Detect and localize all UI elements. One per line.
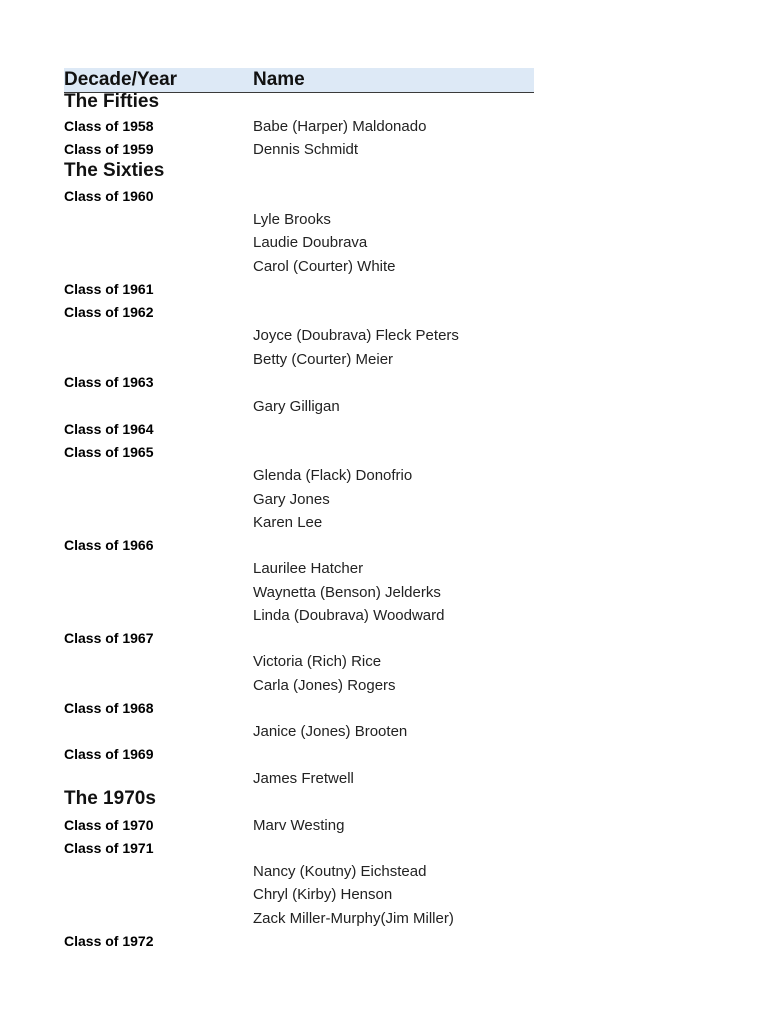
table-row [64,674,534,697]
decade-heading: The Sixties [64,160,165,181]
table-row [64,743,534,766]
class-year-cell: Class of 1972 [64,933,154,949]
class-year-cell: Class of 1971 [64,840,154,856]
table-row [64,604,534,627]
table-row [64,557,534,580]
decade-heading: The 1970s [64,788,156,809]
class-year-cell: Class of 1967 [64,630,154,646]
table-row [64,627,534,650]
alumni-name-cell: Victoria (Rich) Rice [253,653,382,670]
class-year-cell: Class of 1960 [64,188,154,204]
table-row [64,860,534,883]
class-year-cell: Class of 1963 [64,374,154,390]
class-year-cell: Class of 1964 [64,421,154,437]
alumni-name-cell: Janice (Jones) Brooten [253,723,408,740]
alumni-name-cell: Nancy (Koutny) Eichstead [253,863,427,880]
alumni-table [64,68,534,949]
table-row [64,208,534,231]
table-row [64,231,534,254]
class-year-cell: Class of 1959 [64,141,154,157]
alumni-name-cell: James Fretwell [253,770,354,787]
alumni-name-cell: Babe (Harper) Maldonado [253,118,427,135]
alumni-name-cell: Joyce (Doubrava) Fleck Peters [253,327,459,344]
table-row [64,278,534,301]
table-row [64,255,534,278]
table-row [64,814,534,837]
class-year-cell: Class of 1968 [64,700,154,716]
class-year-cell: Class of 1965 [64,444,154,460]
alumni-name-cell: Marv Westing [253,817,345,834]
alumni-name-cell: Lyle Brooks [253,211,331,228]
alumni-name-cell: Gary Jones [253,491,330,508]
alumni-name-cell: Laudie Doubrava [253,234,368,251]
alumni-name-cell: Glenda (Flack) Donofrio [253,467,413,484]
decade-heading-row [64,90,534,113]
decade-heading: The Fifties [64,91,160,112]
table-row [64,650,534,673]
alumni-name-cell: Laurilee Hatcher [253,560,364,577]
table-row [64,488,534,511]
table-row [64,907,534,930]
alumni-name-cell: Zack Miller-Murphy(Jim Miller) [253,910,454,927]
decade-heading-row [64,787,534,810]
decade-year-column-header: Decade/Year [64,69,178,90]
class-year-cell: Class of 1970 [64,817,154,833]
table-row [64,418,534,441]
table-row [64,534,534,557]
table-row [64,324,534,347]
table-row [64,138,534,161]
class-year-cell: Class of 1966 [64,537,154,553]
table-row [64,185,534,208]
table-row [64,301,534,324]
alumni-name-cell: Waynetta (Benson) Jelderks [253,584,441,601]
table-row [64,837,534,860]
table-row [64,511,534,534]
table-row [64,697,534,720]
alumni-name-cell: Karen Lee [253,514,323,531]
class-year-cell: Class of 1962 [64,304,154,320]
table-row [64,395,534,418]
name-column-header: Name [253,69,305,90]
table-row [64,930,534,953]
alumni-name-cell: Carla (Jones) Rogers [253,677,396,694]
alumni-name-cell: Betty (Courter) Meier [253,351,394,368]
table-row [64,115,534,138]
class-year-cell: Class of 1961 [64,281,154,297]
alumni-name-cell: Chryl (Kirby) Henson [253,886,393,903]
alumni-name-cell: Carol (Courter) White [253,258,396,275]
table-row [64,581,534,604]
class-year-cell: Class of 1958 [64,118,154,134]
table-row [64,720,534,743]
table-row [64,348,534,371]
alumni-name-cell: Gary Gilligan [253,398,340,415]
class-year-cell: Class of 1969 [64,746,154,762]
decade-heading-row [64,159,534,182]
alumni-name-cell: Dennis Schmidt [253,141,359,158]
table-row [64,441,534,464]
table-row [64,371,534,394]
alumni-name-cell: Linda (Doubrava) Woodward [253,607,445,624]
table-row [64,883,534,906]
table-row [64,464,534,487]
